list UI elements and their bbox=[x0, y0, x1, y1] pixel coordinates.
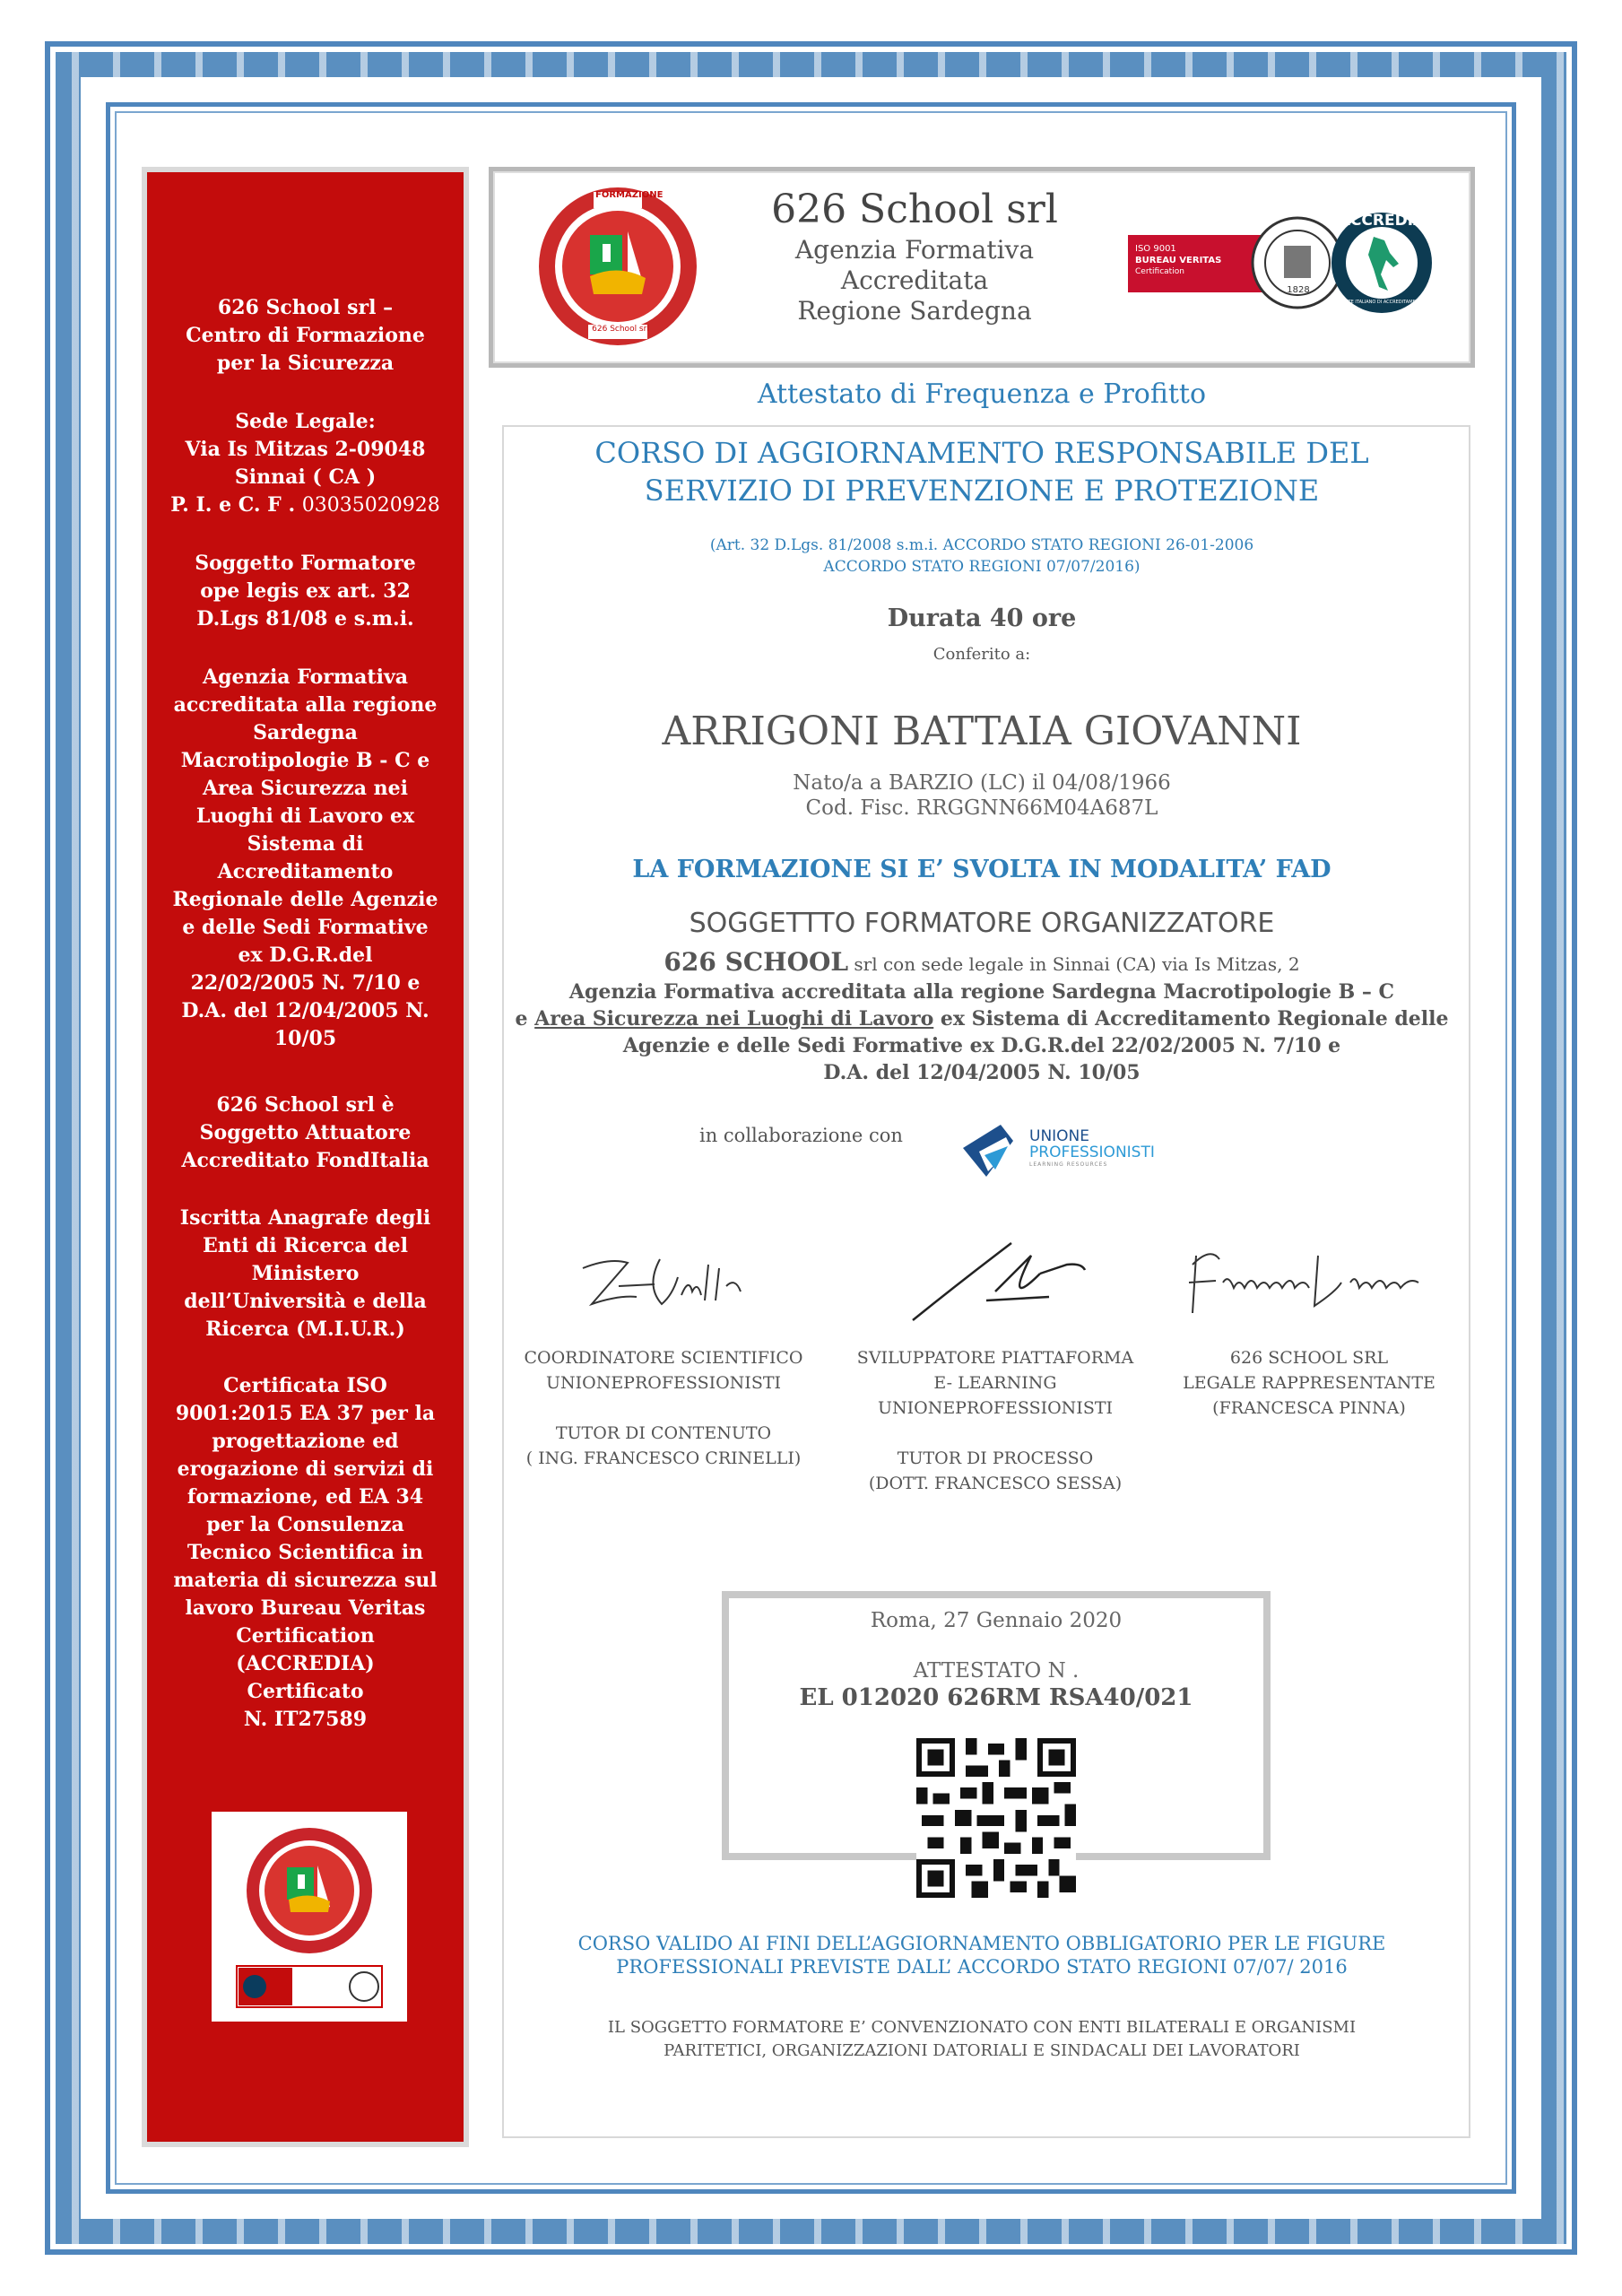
sidebar-line: ope legis ex art. 32 bbox=[200, 579, 411, 603]
signature-line: COORDINATORE SCIENTIFICO bbox=[524, 1348, 803, 1368]
sidebar-block-soggetto bbox=[147, 550, 464, 633]
sidebar-line: Area Sicurezza nei bbox=[202, 777, 409, 800]
recipient-fiscal-code: Cod. Fisc. RRGGNN66M04A687L bbox=[805, 796, 1158, 820]
company-name: 626 School srl bbox=[771, 187, 1058, 232]
signature-sessa-icon bbox=[906, 1238, 1094, 1327]
attestato-number: EL 012020 626RM RSA40/021 bbox=[799, 1684, 1193, 1711]
accredia-label: ACCREDIA bbox=[1338, 212, 1426, 230]
header-line: Accreditata bbox=[840, 265, 989, 295]
sidebar-line: Sinnai ( CA ) bbox=[234, 465, 377, 489]
bv-label: BUREAU VERITAS bbox=[1135, 256, 1222, 265]
organizer-line bbox=[489, 949, 1475, 978]
course-title bbox=[489, 434, 1475, 509]
sidebar-line: erogazione di servizi di bbox=[177, 1457, 434, 1481]
signature-line: LEGALE RAPPRESENTANTE bbox=[1183, 1373, 1436, 1393]
signature-line: UNIONEPROFESSIONISTI bbox=[545, 1373, 782, 1393]
organizer-details bbox=[489, 949, 1475, 1086]
sidebar-line: (ACCREDIA) bbox=[236, 1652, 375, 1675]
sidebar-line: accreditata alla regione bbox=[173, 693, 438, 717]
sidebar-line: materia di sicurezza sul bbox=[173, 1569, 438, 1592]
signature-line: E- LEARNING bbox=[933, 1373, 1057, 1393]
convention-statement bbox=[489, 2016, 1475, 2063]
up-line: UNIONE bbox=[1029, 1127, 1090, 1145]
signature-line: UNIONEPROFESSIONISTI bbox=[877, 1398, 1114, 1418]
sidebar-block-miur bbox=[147, 1205, 464, 1344]
collaboration-label: in collaborazione con bbox=[699, 1125, 903, 1146]
logo-bottom-label: 626 School srl bbox=[592, 325, 649, 334]
sidebar-line: Enti di Ricerca del bbox=[202, 1234, 408, 1257]
training-mode: LA FORMAZIONE SI E’ SVOLTA IN MODALITA’ FAD bbox=[632, 856, 1331, 883]
sidebar-line: Sardegna bbox=[253, 721, 358, 744]
sidebar-line: D.Lgs 81/08 e s.m.i. bbox=[196, 607, 414, 631]
signature-crinelli-icon bbox=[574, 1241, 753, 1322]
sidebar-line: Luoghi di Lavoro ex bbox=[195, 804, 415, 828]
sidebar-line: Certificato bbox=[247, 1680, 364, 1703]
up-line: PROFESSIONISTI bbox=[1029, 1144, 1155, 1161]
accredia-sub-label: L'ENTE ITALIANO DI ACCREDITAMENTO bbox=[1338, 300, 1426, 305]
qr-code-icon[interactable] bbox=[916, 1738, 1076, 1898]
unione-professionisti-logo-icon bbox=[959, 1121, 1024, 1180]
conferred-label: Conferito a: bbox=[932, 645, 1031, 664]
signature-line: SVILUPPATORE PIATTAFORMA bbox=[856, 1348, 1134, 1368]
reference-line: ACCORDO STATO REGIONI 07/07/2016) bbox=[823, 558, 1141, 576]
fire-school-logo-icon bbox=[212, 1812, 407, 2022]
organizer-name: 626 SCHOOL bbox=[664, 947, 849, 977]
organizer-line: Agenzie e delle Sedi Formative ex D.G.R.del 22/02/2005 N. 7/10 e bbox=[622, 1034, 1341, 1057]
unione-professionisti-wordmark bbox=[1029, 1128, 1155, 1170]
sidebar-block-agenzia bbox=[147, 664, 464, 1053]
header-line: Regione Sardegna bbox=[797, 296, 1032, 326]
organizer-title: SOGGETTTO FORMATORE ORGANIZZATORE bbox=[689, 908, 1275, 939]
signature-line: 626 SCHOOL SRL bbox=[1229, 1348, 1389, 1368]
iso-label: ISO 9001 bbox=[1135, 244, 1176, 254]
bv-year: 1828 bbox=[1287, 285, 1310, 295]
issue-date: Roma, 27 Gennaio 2020 bbox=[870, 1609, 1123, 1632]
sidebar-line: Centro di Formazione bbox=[186, 324, 425, 347]
sidebar-text-column bbox=[147, 170, 464, 1964]
sidebar-line: 9001:2015 EA 37 per la bbox=[175, 1402, 436, 1425]
sidebar-line: Soggetto Formatore bbox=[195, 552, 416, 575]
sidebar-line: per la Consulenza bbox=[206, 1513, 404, 1536]
sidebar-line: 22/02/2005 N. 7/10 e bbox=[190, 971, 421, 995]
sidebar-block-company bbox=[147, 294, 464, 378]
sidebar-line: progettazione ed bbox=[212, 1430, 399, 1453]
header-line: Agenzia Formativa bbox=[794, 235, 1035, 265]
signature-line: (DOTT. FRANCESCO SESSA) bbox=[868, 1474, 1123, 1493]
course-duration: Durata 40 ore bbox=[887, 604, 1077, 632]
sidebar-line: N. IT27589 bbox=[243, 1708, 368, 1731]
sidebar-line: Via Is Mitzas 2-09048 bbox=[185, 438, 426, 461]
recipient-name: ARRIGONI BATTAIA GIOVANNI bbox=[662, 709, 1302, 754]
sidebar-block-sede bbox=[147, 408, 464, 519]
sidebar-line: formazione, ed EA 34 bbox=[186, 1485, 424, 1509]
header-title-block bbox=[717, 185, 1112, 326]
sidebar-line: Soggetto Attuatore bbox=[199, 1121, 412, 1144]
sidebar-line: dell’Università e della bbox=[184, 1290, 427, 1313]
signature-line: TUTOR DI CONTENUTO bbox=[555, 1423, 772, 1443]
validity-line: PROFESSIONALI PREVISTE DALL’ ACCORDO STATO REGIONI 07/07/ 2016 bbox=[616, 1956, 1348, 1978]
signature-line: TUTOR DI PROCESSO bbox=[897, 1448, 1094, 1468]
sidebar-line: Regionale delle Agenzie bbox=[172, 888, 438, 911]
sidebar-line: Sede Legale: bbox=[235, 410, 376, 433]
organizer-address: srl con sede legale in Sinnai (CA) via Is Mitzas, 2 bbox=[848, 953, 1300, 975]
bv-sub: Certification bbox=[1135, 267, 1184, 276]
sidebar-line: 626 School srl è bbox=[216, 1093, 395, 1117]
sidebar-line: Tecnico Scientifica in bbox=[186, 1541, 424, 1564]
sidebar-line: Agenzia Formativa bbox=[203, 665, 408, 689]
sidebar-line: Iscritta Anagrafe degli bbox=[179, 1206, 431, 1230]
sidebar-line: 10/05 bbox=[273, 1027, 337, 1050]
sidebar-line: Accreditamento bbox=[217, 860, 394, 883]
sidebar-piva: P. I. e C. F . 03035020928 bbox=[170, 493, 440, 517]
sidebar-block-fonditalia bbox=[147, 1091, 464, 1175]
sidebar-logo-box bbox=[212, 1812, 407, 2022]
sidebar-line: Certificata ISO bbox=[223, 1374, 387, 1397]
organizer-line: Agenzia Formativa accreditata alla regione Sardegna Macrotipologie B – C bbox=[568, 980, 1395, 1004]
signature-pinna-icon bbox=[1184, 1238, 1426, 1324]
signature-block-sviluppatore bbox=[843, 1345, 1148, 1496]
signature-block-coordinatore bbox=[520, 1345, 807, 1471]
area-sicurezza-link: Area Sicurezza nei Luoghi di Lavoro bbox=[534, 1007, 934, 1031]
reference-line: (Art. 32 D.Lgs. 81/2008 s.m.i. ACCORDO STATO REGIONI 26-01-2006 bbox=[709, 536, 1254, 554]
convention-line: IL SOGGETTO FORMATORE E’ CONVENZIONATO CON ENTI BILATERALI E ORGANISMI bbox=[607, 2018, 1357, 2037]
signature-line: (FRANCESCA PINNA) bbox=[1212, 1398, 1406, 1418]
sidebar-line: Certification bbox=[236, 1624, 375, 1648]
sidebar-line: 626 School srl – bbox=[217, 296, 394, 319]
sidebar-line: Macrotipologie B - C e bbox=[180, 749, 430, 772]
certificate-subtitle: Attestato di Frequenza e Profitto bbox=[757, 378, 1207, 410]
validity-line: CORSO VALIDO AI FINI DELL’AGGIORNAMENTO OBBLIGATORIO PER LE FIGURE bbox=[577, 1933, 1386, 1954]
organizer-line: D.A. del 12/04/2005 N. 10/05 bbox=[823, 1061, 1141, 1084]
attestato-label: ATTESTATO N . bbox=[913, 1659, 1080, 1683]
organizer-line: e Area Sicurezza nei Luoghi di Lavoro ex Sistema di Accreditamento Regionale delle bbox=[515, 1007, 1449, 1031]
sidebar-line: lavoro Bureau Veritas bbox=[185, 1596, 426, 1620]
recipient-birth: Nato/a a BARZIO (LC) il 04/08/1966 bbox=[793, 771, 1171, 795]
sidebar-line: Ricerca (M.I.U.R.) bbox=[205, 1318, 405, 1341]
course-title-line: CORSO DI AGGIORNAMENTO RESPONSABILE DEL bbox=[594, 436, 1369, 470]
sidebar-line: Sistema di bbox=[247, 832, 364, 856]
course-reference bbox=[489, 535, 1475, 578]
course-title-line: SERVIZIO DI PREVENZIONE E PROTEZIONE bbox=[644, 474, 1320, 508]
signature-block-legale bbox=[1166, 1345, 1453, 1421]
signature-line: ( ING. FRANCESCO CRINELLI) bbox=[525, 1448, 802, 1468]
sidebar-line: Ministero bbox=[251, 1262, 360, 1285]
sidebar-line: e delle Sedi Formative bbox=[182, 916, 429, 939]
sidebar-block-iso bbox=[147, 1372, 464, 1734]
up-line: LEARNING RESOURCES bbox=[1029, 1161, 1108, 1168]
fire-school-logo-icon bbox=[536, 185, 699, 348]
sidebar-line: ex D.G.R.del bbox=[238, 944, 373, 967]
convention-line: PARITETICI, ORGANIZZAZIONI DATORIALI E SINDACALI DEI LAVORATORI bbox=[664, 2041, 1300, 2060]
sidebar-line: D.A. del 12/04/2005 N. bbox=[181, 999, 429, 1022]
sidebar-line: Accreditato FondItalia bbox=[181, 1149, 429, 1172]
sidebar-line: per la Sicurezza bbox=[216, 352, 395, 375]
validity-statement bbox=[489, 1932, 1475, 1979]
logo-top-label: FORMAZIONE bbox=[595, 190, 664, 200]
